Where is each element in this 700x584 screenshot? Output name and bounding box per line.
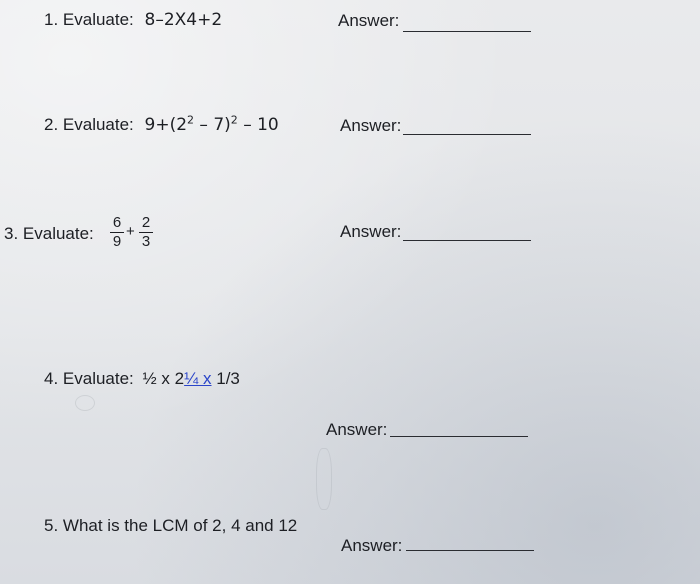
fraction-1-denominator: 9 <box>112 233 122 250</box>
answer-1-label: Answer: <box>338 11 400 30</box>
question-2-label: 2. Evaluate: <box>44 115 134 134</box>
answer-4-label: Answer: <box>326 420 388 439</box>
fraction-1-numerator: 6 <box>112 214 122 231</box>
expr-part: 9+(2 <box>144 115 188 135</box>
answer-3-label: Answer: <box>340 222 402 241</box>
question-5-label: 5. What is the LCM of 2, 4 and 12 <box>44 516 298 535</box>
fraction-1 <box>110 214 124 251</box>
exponent: 2 <box>187 113 195 127</box>
expr-part: ¼ x <box>184 369 212 388</box>
fraction-2-numerator: 2 <box>141 214 151 231</box>
expr-part: – 7) <box>194 115 231 135</box>
question-4-label: 4. Evaluate: <box>44 369 134 388</box>
answer-3-line[interactable] <box>403 240 531 241</box>
question-2-expression <box>145 115 279 135</box>
question-4 <box>44 369 240 389</box>
question-2 <box>44 115 279 135</box>
expr-part-underlined <box>184 369 211 388</box>
pencil-mark <box>75 395 95 411</box>
answer-4-line[interactable] <box>390 436 528 437</box>
question-1 <box>44 10 222 30</box>
fraction-2-denominator: 3 <box>141 233 151 250</box>
expr-part: – 10 <box>237 115 279 135</box>
pencil-mark <box>316 448 332 510</box>
expr-part: 1/3 <box>211 369 240 388</box>
expr-part: ½ x 2 <box>142 369 185 388</box>
question-1-label: 1. Evaluate: <box>44 10 134 29</box>
question-3-label: 3. Evaluate: <box>4 224 94 243</box>
question-4-expression <box>143 369 240 388</box>
question-1-expression: 8–2X4+2 <box>144 10 223 30</box>
plus-sign: + <box>126 223 135 240</box>
exponent: 2 <box>230 113 238 127</box>
answer-2-line[interactable] <box>403 134 531 135</box>
answer-2-label: Answer: <box>340 116 402 135</box>
answer-5-label: Answer: <box>341 536 403 555</box>
answer-1-line[interactable] <box>403 31 531 32</box>
fraction-2 <box>139 214 153 251</box>
answer-5-line[interactable] <box>406 550 534 551</box>
